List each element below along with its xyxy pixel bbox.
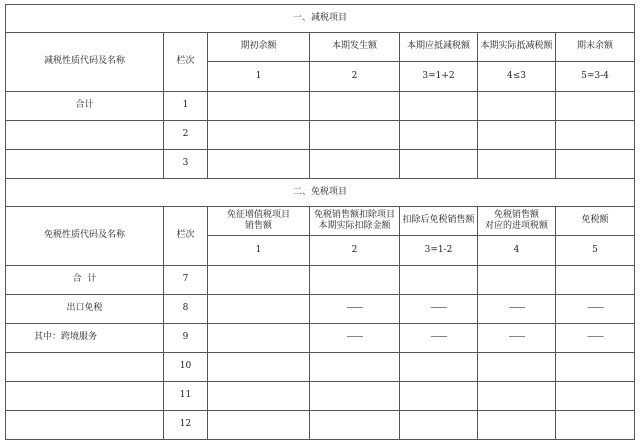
s2-col4-formula: 4: [478, 236, 556, 266]
s1-col3-formula: 3=1+2: [400, 62, 478, 92]
table-row: [6, 266, 635, 295]
s1-col1-formula: 1: [208, 62, 310, 92]
section2-name-header: 免税性质代码及名称: [6, 207, 164, 266]
s2-col4-label: 免税销售额 对应的进项税额: [478, 207, 556, 236]
table-row: [6, 382, 635, 411]
dash-cell: ——: [400, 324, 478, 353]
dash-cell: ——: [478, 324, 556, 353]
input-cell[interactable]: [208, 324, 310, 353]
row-number: 2: [164, 121, 208, 150]
input-cell[interactable]: [478, 411, 556, 440]
s2-col5-formula: 5: [556, 236, 635, 266]
s1-col5-formula: 5=3-4: [556, 62, 635, 92]
input-cell[interactable]: [310, 411, 400, 440]
input-cell[interactable]: [208, 411, 310, 440]
row-number: 3: [164, 150, 208, 179]
input-cell[interactable]: [400, 150, 478, 179]
s2-col5-label: 免税额: [556, 207, 635, 236]
table-row: [6, 411, 635, 440]
dash-cell: ——: [478, 295, 556, 324]
input-cell[interactable]: [400, 411, 478, 440]
input-cell[interactable]: [310, 266, 400, 295]
input-cell[interactable]: [208, 92, 310, 121]
s2-col1-formula: 1: [208, 236, 310, 266]
section1-title: 一、减税项目: [6, 5, 635, 33]
input-cell[interactable]: [478, 150, 556, 179]
s1-col4-formula: 4≤3: [478, 62, 556, 92]
input-cell[interactable]: [400, 266, 478, 295]
row-number: 12: [164, 411, 208, 440]
input-cell[interactable]: [478, 121, 556, 150]
row-number: 10: [164, 353, 208, 382]
table-row: [6, 324, 635, 353]
input-cell[interactable]: [400, 382, 478, 411]
row-name: [6, 353, 164, 382]
input-cell[interactable]: [310, 382, 400, 411]
row-number: 11: [164, 382, 208, 411]
s2-col2-formula: 2: [310, 236, 400, 266]
row-name: 其中：跨境服务: [6, 324, 164, 353]
row-name: 合计: [6, 92, 164, 121]
row-name: [6, 382, 164, 411]
input-cell[interactable]: [478, 382, 556, 411]
input-cell[interactable]: [556, 121, 635, 150]
input-cell[interactable]: [310, 121, 400, 150]
row-name: 合 计: [6, 266, 164, 295]
input-cell[interactable]: [310, 92, 400, 121]
section2-row-header: 栏次: [164, 207, 208, 266]
section2-title: 二、免税项目: [6, 179, 635, 207]
s1-col1-label: 期初余额: [208, 33, 310, 62]
input-cell[interactable]: [478, 353, 556, 382]
input-cell[interactable]: [208, 295, 310, 324]
s1-col5-label: 期末余额: [556, 33, 635, 62]
input-cell[interactable]: [556, 382, 635, 411]
s1-col4-label: 本期实际抵减税额: [478, 33, 556, 62]
table-row: [6, 295, 635, 324]
table-row: [6, 150, 635, 179]
s1-col2-label: 本期发生额: [310, 33, 400, 62]
input-cell[interactable]: [310, 353, 400, 382]
section1-name-header: 减税性质代码及名称: [6, 33, 164, 92]
row-name: [6, 411, 164, 440]
input-cell[interactable]: [208, 353, 310, 382]
s1-col3-label: 本期应抵减税额: [400, 33, 478, 62]
dash-cell: ——: [556, 295, 635, 324]
s2-col1-label: 免征增值税项目 销售额: [208, 207, 310, 236]
input-cell[interactable]: [400, 121, 478, 150]
table-row: [6, 353, 635, 382]
input-cell[interactable]: [478, 92, 556, 121]
dash-cell: ——: [556, 324, 635, 353]
table-row: [6, 121, 635, 150]
input-cell[interactable]: [556, 92, 635, 121]
dash-cell: ——: [310, 295, 400, 324]
input-cell[interactable]: [310, 150, 400, 179]
input-cell[interactable]: [556, 150, 635, 179]
s2-col2-label: 免税销售额扣除项目 本期实际扣除金额: [310, 207, 400, 236]
input-cell[interactable]: [556, 353, 635, 382]
input-cell[interactable]: [400, 92, 478, 121]
input-cell[interactable]: [208, 150, 310, 179]
row-number: 1: [164, 92, 208, 121]
s1-col2-formula: 2: [310, 62, 400, 92]
row-name: [6, 150, 164, 179]
row-number: 7: [164, 266, 208, 295]
input-cell[interactable]: [208, 266, 310, 295]
input-cell[interactable]: [556, 411, 635, 440]
s2-col3-label: 扣除后免税销售额: [400, 207, 478, 236]
input-cell[interactable]: [400, 353, 478, 382]
input-cell[interactable]: [556, 266, 635, 295]
tax-reduction-exemption-table: [5, 4, 635, 440]
input-cell[interactable]: [478, 266, 556, 295]
row-name: 出口免税: [6, 295, 164, 324]
row-name: [6, 121, 164, 150]
row-number: 8: [164, 295, 208, 324]
table-row: [6, 92, 635, 121]
dash-cell: ——: [310, 324, 400, 353]
section1-row-header: 栏次: [164, 33, 208, 92]
s2-col3-formula: 3=1-2: [400, 236, 478, 266]
row-number: 9: [164, 324, 208, 353]
input-cell[interactable]: [208, 382, 310, 411]
dash-cell: ——: [400, 295, 478, 324]
input-cell[interactable]: [208, 121, 310, 150]
